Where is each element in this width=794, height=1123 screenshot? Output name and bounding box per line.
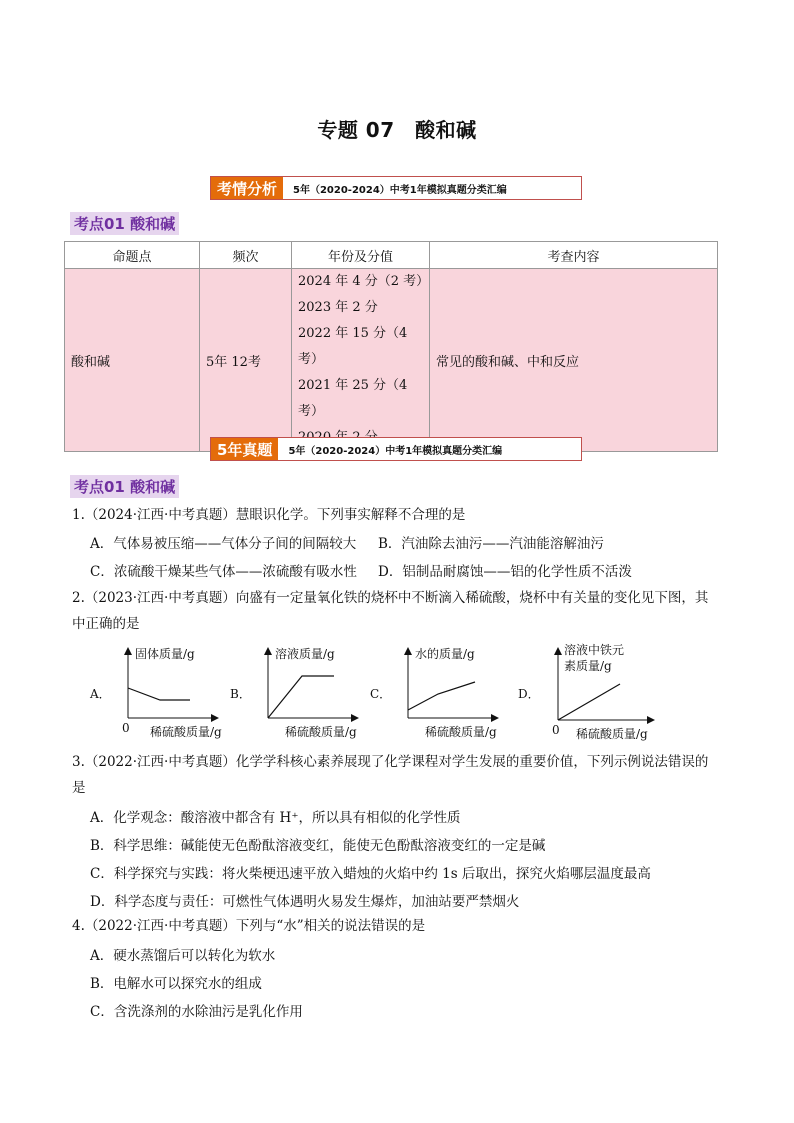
q4-option-b: B．电解水可以探究水的组成 — [90, 976, 262, 992]
table-header-cell: 考查内容 — [430, 242, 718, 269]
q1-option-c: C．浓硫酸干燥某些气体——浓硫酸有吸水性 — [90, 564, 357, 580]
graph-a-origin: 0 — [122, 721, 130, 735]
year-score: 2024 年 4 分（2 考） — [298, 274, 430, 289]
q4-option-a: A．硬水蒸馏后可以转化为软水 — [90, 948, 276, 964]
graph-d-ylabel-line1: 溶液中铁元 — [564, 643, 625, 657]
table-header-cell: 命题点 — [65, 242, 200, 269]
table-cell-years — [292, 269, 430, 452]
graph-b-curve — [268, 676, 334, 718]
question-1-stem: 1.（2024·江西·中考真题）慧眼识化学。下列事实解释不合理的是 — [72, 507, 466, 523]
graph-a-ylabel: 固体质量/g — [135, 647, 195, 661]
banner-badge: 5年真题 — [211, 438, 278, 460]
question-3-stem-cont: 是 — [72, 780, 86, 796]
graph-c-ylabel: 水的质量/g — [415, 647, 475, 661]
table-cell-freq: 5年 12考 — [200, 269, 292, 452]
q4-option-c: C．含洗涤剂的水除油污是乳化作用 — [90, 1004, 303, 1020]
exam-analysis-table — [64, 241, 718, 452]
graph-a-curve — [128, 688, 190, 700]
section-banner-exams — [210, 437, 582, 461]
section-label: 考点01 酸和碱 — [70, 212, 179, 235]
graph-c-xlabel: 稀硫酸质量/g — [425, 725, 497, 739]
year-score: 2023 年 2 分 — [298, 300, 378, 315]
graph-b-xlabel: 稀硫酸质量/g — [285, 725, 357, 739]
q1-option-d: D．铝制品耐腐蚀——铝的化学性质不活泼 — [378, 564, 632, 580]
graph-d-letter: D． — [518, 687, 540, 701]
year-score: 2022 年 15 分（4 考） — [298, 326, 408, 367]
section-label: 考点01 酸和碱 — [70, 475, 179, 498]
graph-a-letter: A． — [90, 687, 111, 701]
year-score: 2021 年 25 分（4 考） — [298, 378, 408, 419]
question-2-stem: 2.（2023·江西·中考真题）向盛有一定量氧化铁的烧杯中不断滴入稀硫酸，烧杯中有关量的变化见下图，其 — [72, 590, 709, 606]
q3-option-c: C．科学探究与实践：将火柴梗迅速平放入蜡烛的火焰中约 1s 后取出，探究火焰哪层温度最高 — [90, 866, 651, 882]
table-row — [65, 269, 718, 452]
graph-d-xlabel: 稀硫酸质量/g — [576, 727, 648, 741]
page-title: 专题 07 酸和碱 — [317, 118, 477, 142]
table-header-row — [65, 242, 718, 269]
q1-option-a: A．气体易被压缩——气体分子间的间隔较大 — [90, 536, 357, 552]
table-header-cell: 频次 — [200, 242, 292, 269]
q3-option-d: D．科学态度与责任：可燃性气体遇明火易发生爆炸，加油站要严禁烟火 — [90, 894, 520, 910]
table-cell-point: 酸和碱 — [65, 269, 200, 452]
section-banner-analysis — [210, 176, 582, 200]
graph-c-letter: C． — [370, 687, 392, 701]
table-header-cell: 年份及分值 — [292, 242, 430, 269]
banner-badge: 考情分析 — [211, 177, 283, 199]
banner-text: 5年（2020-2024）中考1年模拟真题分类汇编 — [288, 445, 503, 457]
table-cell-content: 常见的酸和碱、中和反应 — [430, 269, 718, 452]
graph-b-ylabel: 溶液质量/g — [275, 647, 335, 661]
graph-d-ylabel-line2: 素质量/g — [564, 659, 612, 673]
q2-graphs — [80, 640, 680, 750]
q3-option-b: B．科学思维：碱能使无色酚酞溶液变红，能使无色酚酞溶液变红的一定是碱 — [90, 838, 546, 854]
graph-d-origin: 0 — [552, 723, 560, 737]
question-2-stem-cont: 中正确的是 — [72, 616, 140, 632]
graph-b-letter: B． — [230, 687, 251, 701]
q3-option-a: A．化学观念：酸溶液中都含有 H⁺，所以具有相似的化学性质 — [90, 810, 461, 826]
graph-c-curve — [408, 682, 475, 710]
question-3-stem: 3.（2022·江西·中考真题）化学学科核心素养展现了化学课程对学生发展的重要价值，下列示例说法错误的 — [72, 754, 709, 770]
graph-a-xlabel: 稀硫酸质量/g — [150, 725, 222, 739]
banner-text: 5年（2020-2024）中考1年模拟真题分类汇编 — [293, 184, 507, 196]
q1-option-b: B．汽油除去油污——汽油能溶解油污 — [378, 536, 604, 552]
question-4-stem: 4.（2022·江西·中考真题）下列与“水”相关的说法错误的是 — [72, 918, 426, 934]
graph-d-curve — [558, 684, 620, 720]
